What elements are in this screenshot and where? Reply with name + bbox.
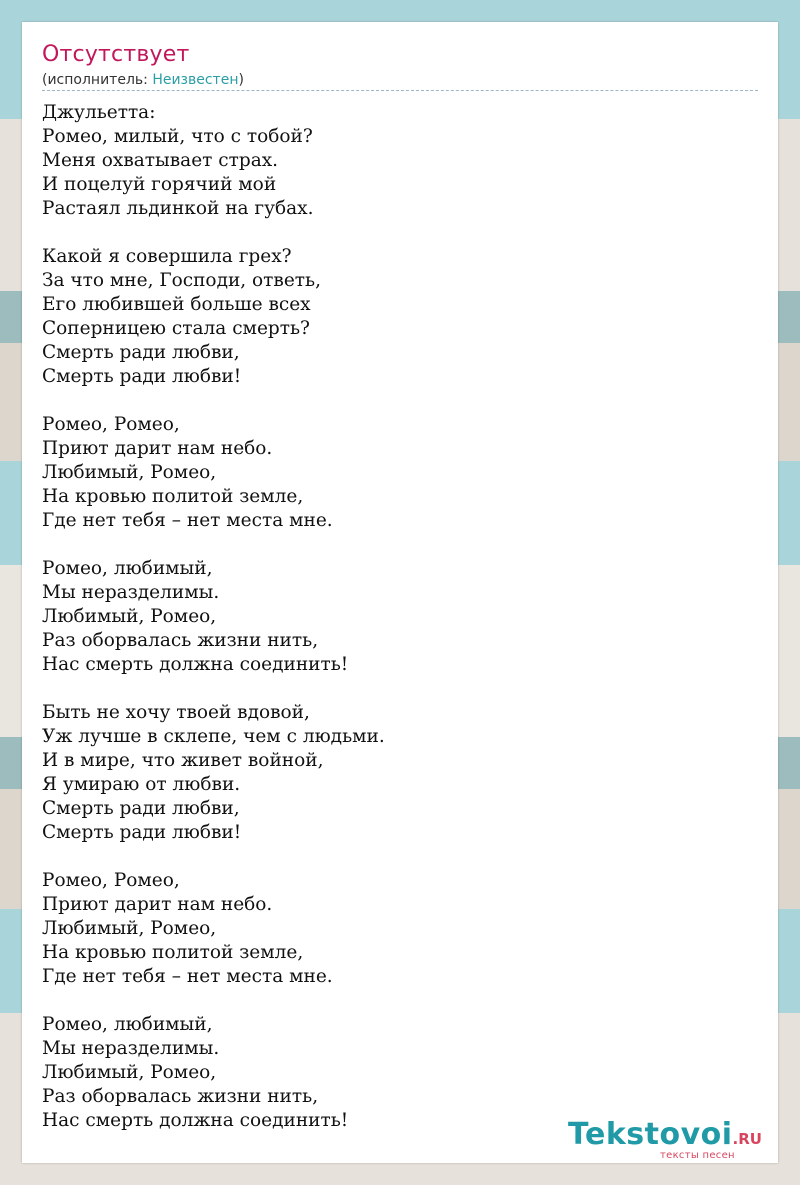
lyric-line: На кровью политой земле, (42, 942, 304, 963)
artist-suffix: ) (238, 72, 244, 88)
lyric-line: Ромео, любимый, (42, 558, 213, 579)
logo-tagline: тексты песен (660, 1150, 735, 1161)
lyric-line: И в мире, что живет войной, (42, 750, 324, 771)
lyrics-stanza (42, 101, 385, 221)
lyric-line: Любимый, Ромео, (42, 918, 217, 939)
site-logo[interactable] (568, 1118, 778, 1166)
artist-prefix: (исполнитель: (42, 72, 153, 88)
artist-line (42, 72, 244, 88)
lyrics-stanza (42, 245, 385, 389)
lyrics-stanza (42, 701, 385, 845)
lyric-line: Смерть ради любви! (42, 366, 242, 387)
lyrics-stanza (42, 413, 385, 533)
lyric-line: Любимый, Ромео, (42, 462, 217, 483)
lyric-line: Где нет тебя – нет места мне. (42, 966, 333, 987)
lyrics-stanza (42, 557, 385, 677)
title-divider (42, 90, 758, 91)
lyric-line: Ромео, Ромео, (42, 414, 180, 435)
lyric-line: И поцелуй горячий мой (42, 174, 277, 195)
lyrics-stanza (42, 1013, 385, 1133)
lyric-line: Растаял льдинкой на губах. (42, 198, 314, 219)
song-title: Отсутствует (42, 42, 190, 67)
lyric-line: Приют дарит нам небо. (42, 894, 273, 915)
lyric-line: Меня охватывает страх. (42, 150, 279, 171)
lyric-line: Смерть ради любви! (42, 822, 242, 843)
lyric-line: Его любившей больше всех (42, 294, 311, 315)
lyric-line: Соперницею стала смерть? (42, 318, 310, 339)
lyric-line: Уж лучше в склепе, чем с людьми. (42, 726, 385, 747)
lyric-line: Смерть ради любви, (42, 342, 240, 363)
lyrics-text (42, 101, 385, 1133)
logo-name: Tekstovoi (568, 1117, 733, 1152)
lyric-line: Ромео, милый, что с тобой? (42, 126, 313, 147)
lyric-line: Мы неразделимы. (42, 1038, 220, 1059)
lyrics-stanza (42, 869, 385, 989)
lyric-line: Ромео, Ромео, (42, 870, 180, 891)
lyric-line: Смерть ради любви, (42, 798, 240, 819)
lyric-line: Нас смерть должна соединить! (42, 654, 349, 675)
lyric-line: Джульетта: (42, 102, 156, 123)
artist-link[interactable]: Неизвестен (152, 72, 239, 88)
lyrics-card (22, 22, 778, 1163)
lyric-line: Любимый, Ромео, (42, 1062, 217, 1083)
lyric-line: Какой я совершила грех? (42, 246, 292, 267)
lyric-line: Приют дарит нам небо. (42, 438, 273, 459)
lyric-line: Ромео, любимый, (42, 1014, 213, 1035)
lyric-line: За что мне, Господи, ответь, (42, 270, 321, 291)
lyric-line: Где нет тебя – нет места мне. (42, 510, 333, 531)
lyric-line: Раз оборвалась жизни нить, (42, 630, 319, 651)
logo-tld: .RU (732, 1130, 762, 1148)
lyric-line: Нас смерть должна соединить! (42, 1110, 349, 1131)
lyric-line: Мы неразделимы. (42, 582, 220, 603)
lyric-line: Быть не хочу твоей вдовой, (42, 702, 310, 723)
lyric-line: Любимый, Ромео, (42, 606, 217, 627)
lyric-line: Я умираю от любви. (42, 774, 241, 795)
lyric-line: Раз оборвалась жизни нить, (42, 1086, 319, 1107)
lyric-line: На кровью политой земле, (42, 486, 304, 507)
